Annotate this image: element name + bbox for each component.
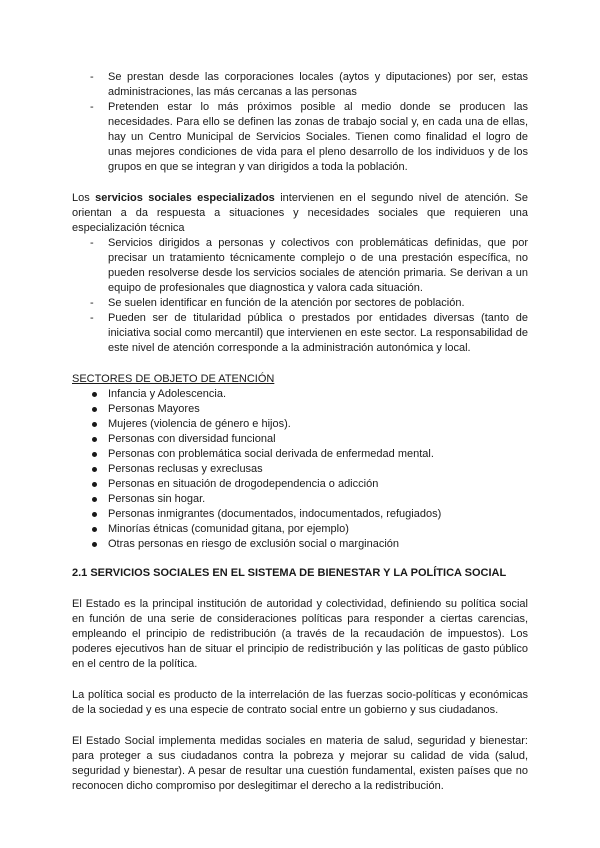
specialized-services-list <box>72 236 528 356</box>
section-heading: 2.1 SERVICIOS SOCIALES EN EL SISTEMA DE BIENESTAR Y LA POLÍTICA SOCIAL <box>72 567 507 579</box>
paragraph-text: Los <box>72 192 96 204</box>
paragraph-text: intervienen en el segundo nivel de atención. Se orientan a da respuesta a situaciones y necesidades sociales que requieren una especialización técnica <box>72 192 528 234</box>
list-item: - Pretenden estar lo más próximos posible al medio donde se producen las necesidades. Para ello se definen las zonas de trabajo social y, en cada una de ellas, hay un Centro Municipal de Servicios Sociales. Tienen como finalidad el logro de unas mejores condiciones de vida para el pleno desarrollo de los individuos y de los grupos en que se integran y van dirigidos a toda la población. <box>72 100 528 175</box>
list-item: Personas sin hogar. <box>72 492 528 507</box>
paragraph: El Estado es la principal institución de autoridad y colectividad, definiendo su política social en función de una serie de consideraciones políticas para responder a ciertas carencias, empleando el principio de redistribución (a través de la recaudación de impuestos). Los poderes ejecutivos han de situar el principio de redistribución y las políticas de gasto público en el centro de la política. <box>72 598 528 670</box>
primary-care-list <box>72 70 528 175</box>
sectors-list <box>72 387 528 552</box>
list-item: Personas con diversidad funcional <box>72 432 528 447</box>
list-item: Minorías étnicas (comunidad gitana, por ejemplo) <box>72 522 528 537</box>
list-item: - Pueden ser de titularidad pública o prestados por entidades diversas (tanto de iniciativa social como mercantil) que intervienen en este sector. La responsabilidad de este nivel de atención corresponde a la administración autonómica y local. <box>72 311 528 356</box>
list-item: - Se suelen identificar en función de la atención por sectores de población. <box>72 296 528 311</box>
paragraph: El Estado Social implementa medidas sociales en materia de salud, seguridad y bienestar: para proteger a sus ciudadanos contra la pobreza y mejorar su calidad de vida (salud, seguridad y bienestar). A pesar de resultar una cuestión fundamental, existen países que no reconocen dicho compromiso por deslegitimar el derecho a la redistribución. <box>72 735 528 792</box>
list-item: - Se prestan desde las corporaciones locales (aytos y diputaciones) por ser, estas administraciones, las más cercanas a las personas <box>72 70 528 100</box>
list-item: Personas reclusas y exreclusas <box>72 462 528 477</box>
list-item: Personas en situación de drogodependencia o adicción <box>72 477 528 492</box>
list-item: - Servicios dirigidos a personas y colectivos con problemáticas definidas, que por precisar un tratamiento técnicamente complejo o de una prestación específica, no pueden resolverse desde los servicios sociales de atención primaria. Se derivan a un equipo de profesionales que diagnostica y valora cada situación. <box>72 236 528 296</box>
list-item: Personas inmigrantes (documentados, indocumentados, refugiados) <box>72 507 528 522</box>
list-item: Personas con problemática social derivada de enfermedad mental. <box>72 447 528 462</box>
list-item: Mujeres (violencia de género e hijos). <box>72 417 528 432</box>
bold-term: servicios sociales especializados <box>95 192 275 204</box>
list-item: Infancia y Adolescencia. <box>72 387 528 402</box>
list-item: Otras personas en riesgo de exclusión social o marginación <box>72 537 528 552</box>
specialized-services-paragraph <box>72 191 528 236</box>
list-item: Personas Mayores <box>72 402 528 417</box>
sectors-title: SECTORES DE OBJETO DE ATENCIÓN <box>72 373 275 385</box>
paragraph: La política social es producto de la interrelación de las fuerzas socio-políticas y económicas de la sociedad y es una especie de contrato social entre un gobierno y sus ciudadanos. <box>72 689 528 716</box>
